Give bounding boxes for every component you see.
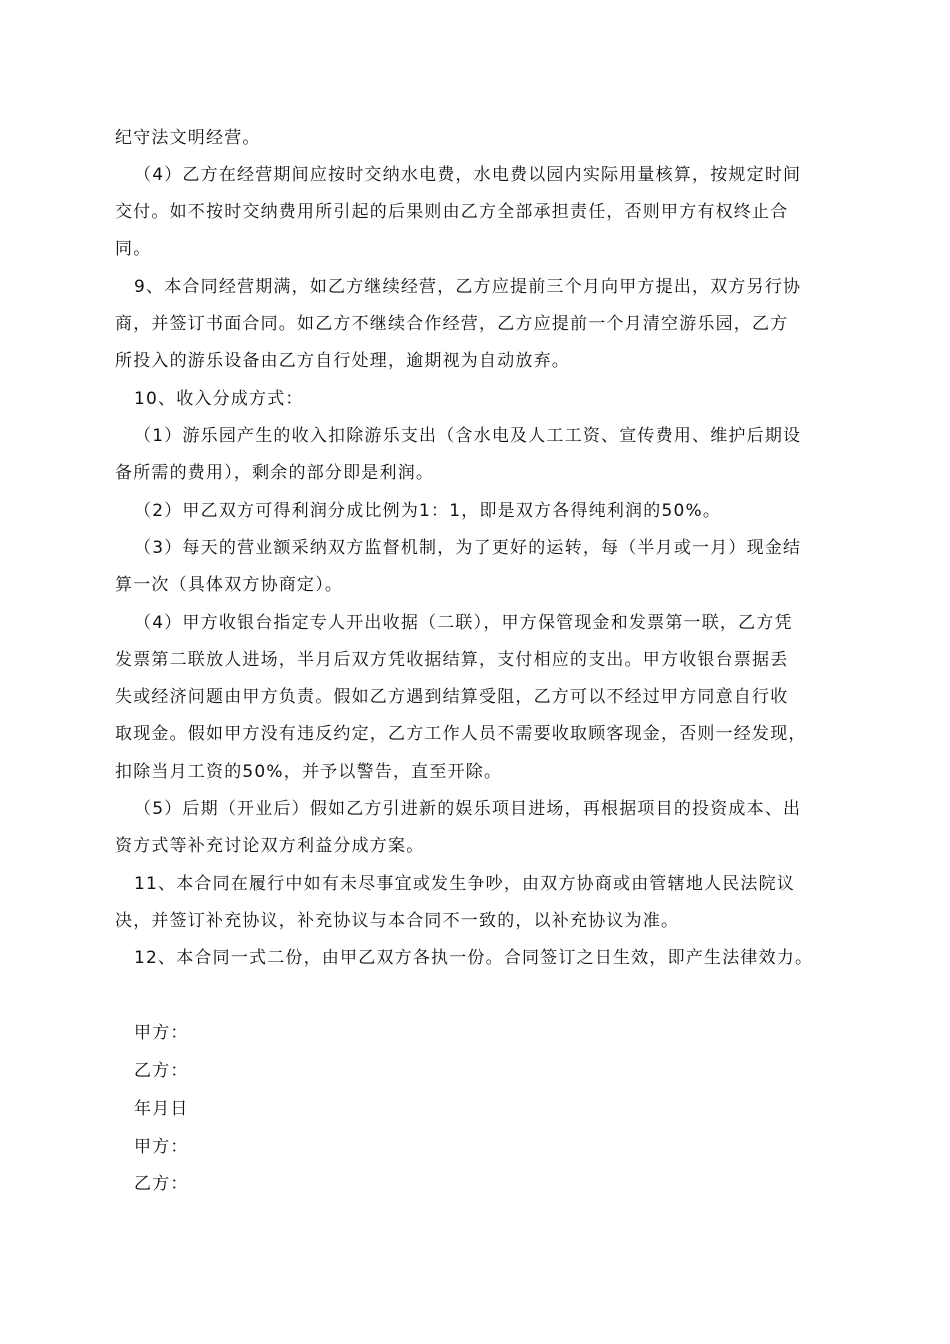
text-line: （2）甲乙双方可得利润分成比例为1：1，即是双方各得纯利润的50%。 bbox=[134, 501, 722, 521]
text-line: 纪守法文明经营。 bbox=[115, 128, 261, 148]
signature-party-b: 乙方： bbox=[134, 1174, 189, 1194]
text-line: 商，并签订书面合同。如乙方不继续合作经营，乙方应提前一个月清空游乐园，乙方 bbox=[115, 314, 789, 334]
text-line: 资方式等补充讨论双方利益分成方案。 bbox=[115, 836, 425, 856]
text-line: 算一次（具体双方协商定）。 bbox=[115, 575, 344, 595]
text-line: 扣除当月工资的50%，并予以警告，直至开除。 bbox=[115, 762, 503, 782]
signature-party-a: 甲方： bbox=[134, 1023, 189, 1043]
text-line: （5）后期（开业后）假如乙方引进新的娱乐项目进场，再根据项目的投资成本、出 bbox=[134, 799, 802, 819]
section-heading: 10、收入分成方式： bbox=[134, 389, 304, 409]
text-line: 同。 bbox=[115, 239, 152, 259]
text-line: 交付。如不按时交纳费用所引起的后果则由乙方全部承担责任，否则甲方有权终止合 bbox=[115, 202, 789, 222]
text-line: 发票第二联放人进场，半月后双方凭收据结算，支付相应的支出。甲方收银台票据丢 bbox=[115, 650, 789, 670]
text-line: 11、本合同在履行中如有未尽事宜或发生争吵，由双方协商或由管辖地人民法院议 bbox=[134, 874, 796, 894]
signature-party-b: 乙方： bbox=[134, 1061, 189, 1081]
text-line: 9、本合同经营期满，如乙方继续经营，乙方应提前三个月向甲方提出，双方另行协 bbox=[134, 277, 802, 297]
text-line: 取现金。假如甲方没有违反约定，乙方工作人员不需要收取顾客现金，否则一经发现， bbox=[115, 724, 807, 744]
text-line: 12、本合同一式二份，由甲乙双方各执一份。合同签订之日生效，即产生法律效力。 bbox=[134, 948, 814, 968]
signature-date: 年月日 bbox=[134, 1099, 189, 1119]
text-line: （4）甲方收银台指定专人开出收据（二联），甲方保管现金和发票第一联，乙方凭 bbox=[134, 613, 793, 633]
text-line: 决，并签订补充协议，补充协议与本合同不一致的，以补充协议为准。 bbox=[115, 911, 680, 931]
text-line: （1）游乐园产生的收入扣除游乐支出（含水电及人工工资、宣传费用、维护后期设 bbox=[134, 426, 802, 446]
text-line: （4）乙方在经营期间应按时交纳水电费，水电费以园内实际用量核算，按规定时间 bbox=[134, 165, 802, 185]
signature-party-a: 甲方： bbox=[134, 1137, 189, 1157]
text-line: 备所需的费用），剩余的部分即是利润。 bbox=[115, 463, 435, 483]
text-line: （3）每天的营业额采纳双方监督机制，为了更好的运转，每（半月或一月）现金结 bbox=[134, 538, 802, 558]
text-line: 所投入的游乐设备由乙方自行处理，逾期视为自动放弃。 bbox=[115, 351, 570, 371]
text-line: 失或经济问题由甲方负责。假如乙方遇到结算受阻，乙方可以不经过甲方同意自行收 bbox=[115, 687, 789, 707]
